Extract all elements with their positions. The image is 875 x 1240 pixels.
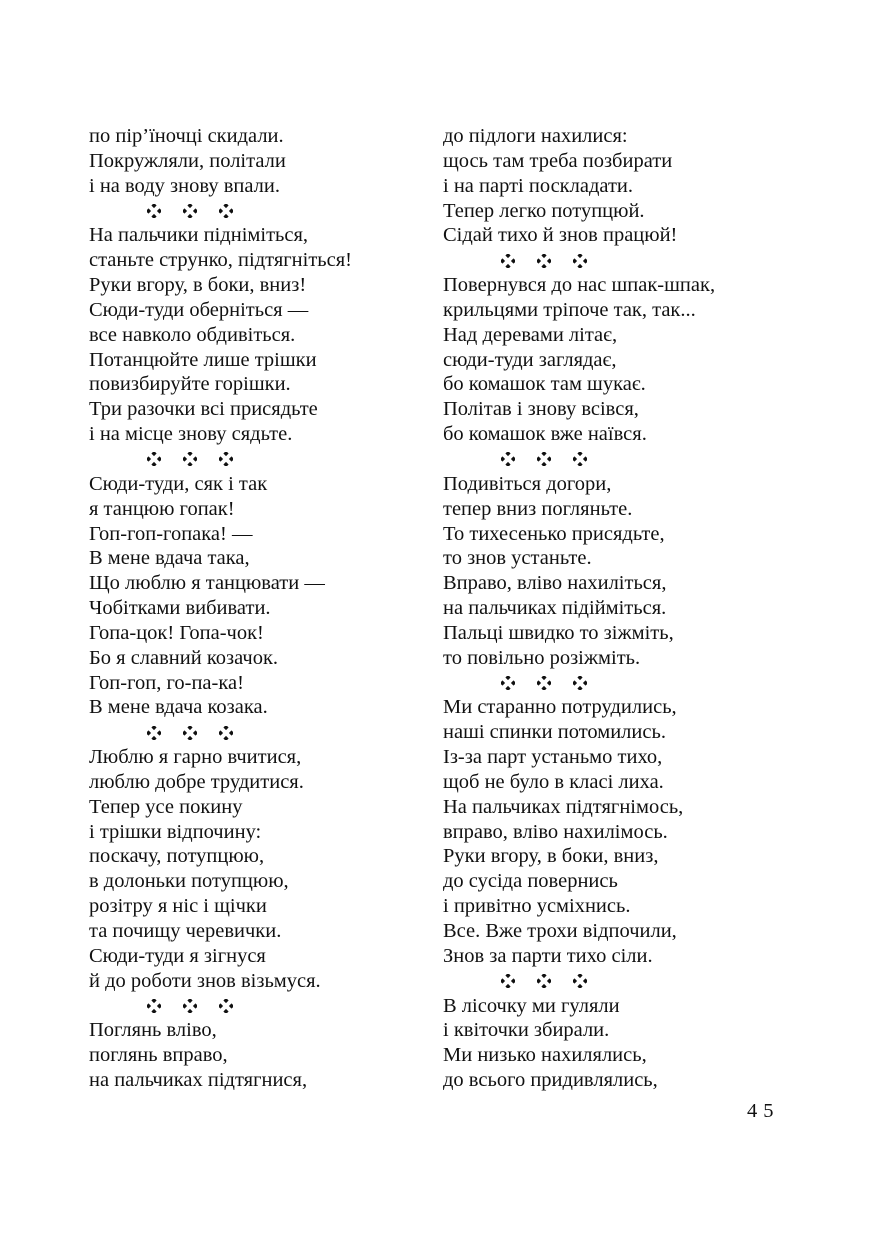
poem-line: Ми старанно потрудились, [443, 696, 677, 719]
four-diamond-ornament-icon [537, 452, 551, 466]
poem-line: Руки вгору, в боки, вниз! [89, 274, 307, 297]
poem-line: То тихесенько присядьте, [443, 522, 665, 545]
four-diamond-ornament-icon [219, 204, 233, 218]
four-diamond-ornament-icon [147, 726, 161, 740]
poem-line: поскачу, потупцюю, [89, 845, 265, 868]
stanza-separator [89, 994, 419, 1019]
poem-line: Бо я славний козачок. [89, 646, 279, 669]
four-diamond-ornament-icon [183, 999, 197, 1013]
right-column [443, 124, 783, 1093]
poem-line: В мене вдача козака. [89, 696, 268, 719]
poem-line: Що люблю я танцювати — [89, 572, 325, 595]
stanza-separator [89, 447, 419, 472]
stanza-separator [89, 720, 419, 745]
four-diamond-ornament-icon [219, 726, 233, 740]
poem-line: щоб не було в класі лиха. [443, 770, 664, 793]
poem-line: бо комашок вже наївся. [443, 423, 647, 446]
poem-line: на пальчиках підтягнися, [89, 1069, 308, 1092]
poem-line: Знов за парти тихо сіли. [443, 944, 653, 967]
four-diamond-ornament-icon [573, 254, 587, 268]
poem-line: і трішки відпочину: [89, 820, 262, 843]
left-column [89, 124, 419, 1093]
four-diamond-ornament-icon [147, 452, 161, 466]
poem-line: На пальчиках підтягнімось, [443, 795, 684, 818]
stanza-separator [443, 447, 783, 472]
four-diamond-ornament-icon [537, 254, 551, 268]
poem-line: я танцюю гопак! [89, 497, 235, 520]
stanza-separator [89, 199, 419, 224]
poem-line: Із-за парт устаньмо тихо, [443, 746, 663, 769]
poem-line: то знов устаньте. [443, 547, 592, 570]
poem-line: Гоп-гоп, го-па-ка! [89, 671, 244, 694]
four-diamond-ornament-icon [147, 999, 161, 1013]
poem-line: Вправо, вліво нахиліться, [443, 572, 667, 595]
four-diamond-ornament-icon [573, 974, 587, 988]
poem-line: до підлоги нахилися: [443, 125, 628, 147]
poem-line: та почищу черевички. [89, 920, 282, 942]
four-diamond-ornament-icon [183, 452, 197, 466]
poem-line: сюди-туди заглядає, [443, 348, 617, 371]
poem-line: Сюди-туди, сяк і так [89, 472, 268, 495]
poem-line: Чобітками вибивати. [89, 597, 271, 620]
four-diamond-ornament-icon [501, 676, 515, 690]
four-diamond-ornament-icon [183, 204, 197, 218]
poem-line: люблю добре трудитися. [89, 770, 304, 793]
poem-line: Політав і знову всівся, [443, 398, 639, 421]
four-diamond-ornament-icon [147, 204, 161, 218]
stanza-separator [443, 969, 783, 994]
poem-line: станьте струнко, підтягніться! [89, 249, 353, 272]
four-diamond-ornament-icon [573, 676, 587, 690]
poem-line: Гоп-гоп-гопака! — [89, 522, 253, 545]
poem-line: Сюди-туди я зігнуся [89, 944, 266, 967]
poem-line: наші спинки потомились. [443, 721, 666, 744]
poem-line: й до роботи знов візьмуся. [89, 969, 321, 992]
poem-line: Подивіться догори, [443, 472, 612, 495]
poem-line: Покружляли, політали [89, 149, 286, 172]
four-diamond-ornament-icon [573, 452, 587, 466]
poem-line: на пальчиках підійміться. [443, 597, 667, 620]
poem-line: Повернувся до нас шпак-шпак, [443, 274, 716, 297]
poem-line: і привітно усміхнись. [443, 895, 631, 918]
poem-line: Тепер легко потупцюй. [443, 199, 645, 222]
poem-line: поглянь вправо, [89, 1044, 228, 1067]
poem-line: Руки вгору, в боки, вниз, [443, 845, 659, 868]
four-diamond-ornament-icon [501, 974, 515, 988]
poem-line: Над деревами літає, [443, 323, 618, 346]
poem-line: по пір’їночці скидали. [89, 125, 284, 147]
stanza-separator [443, 248, 783, 273]
poem-line: в долоньки потупцюю, [89, 870, 289, 893]
poem-line: до сусіда повернись [443, 870, 618, 893]
poem-line: Три разочки всі присядьте [89, 398, 318, 421]
poem-line: і на воду знову впали. [89, 174, 280, 197]
poem-line: Тепер усе покину [89, 795, 243, 818]
poem-line: Гопа-цок! Гопа-чок! [89, 621, 264, 644]
poem-line: Сюди-туди оберніться — [89, 298, 309, 321]
poem-line: Потанцюйте лише трішки [89, 348, 317, 371]
four-diamond-ornament-icon [537, 974, 551, 988]
poem-line: то повільно розіжміть. [443, 646, 641, 669]
poem-line: тепер вниз погляньте. [443, 497, 633, 520]
four-diamond-ornament-icon [219, 452, 233, 466]
poem-line: повизбируйте горішки. [89, 373, 291, 396]
poem-line: Все. Вже трохи відпочили, [443, 920, 677, 942]
four-diamond-ornament-icon [537, 676, 551, 690]
poem-line: В лісочку ми гуляли [443, 994, 620, 1017]
poem-line: до всього придивлялись, [443, 1069, 658, 1092]
poem-line: Пальці швидко то зіжміть, [443, 621, 674, 644]
page-number: 45 [747, 1100, 780, 1122]
poem-line: все навколо обдивіться. [89, 323, 296, 346]
poem-line: Поглянь вліво, [89, 1019, 217, 1042]
four-diamond-ornament-icon [183, 726, 197, 740]
poem-line: На пальчики підніміться, [89, 224, 309, 247]
poem-line: крильцями тріпоче так, так... [443, 298, 696, 321]
four-diamond-ornament-icon [219, 999, 233, 1013]
poem-line: Люблю я гарно вчитися, [89, 746, 302, 769]
poem-line: вправо, вліво нахилімось. [443, 820, 668, 843]
poem-line: Сідай тихо й знов працюй! [443, 224, 678, 247]
poem-line: розітру я ніс і щічки [89, 895, 267, 918]
poem-line: і на місце знову сядьте. [89, 423, 293, 446]
poem-line: щось там треба позбирати [443, 149, 673, 172]
poem-line: і квіточки збирали. [443, 1019, 610, 1042]
stanza-separator [443, 671, 783, 696]
poem-line: Ми низько нахилялись, [443, 1044, 647, 1067]
poem-line: бо комашок там шукає. [443, 373, 646, 396]
poem-line: і на парті поскладати. [443, 174, 634, 197]
four-diamond-ornament-icon [501, 452, 515, 466]
poem-line: В мене вдача така, [89, 547, 250, 570]
four-diamond-ornament-icon [501, 254, 515, 268]
